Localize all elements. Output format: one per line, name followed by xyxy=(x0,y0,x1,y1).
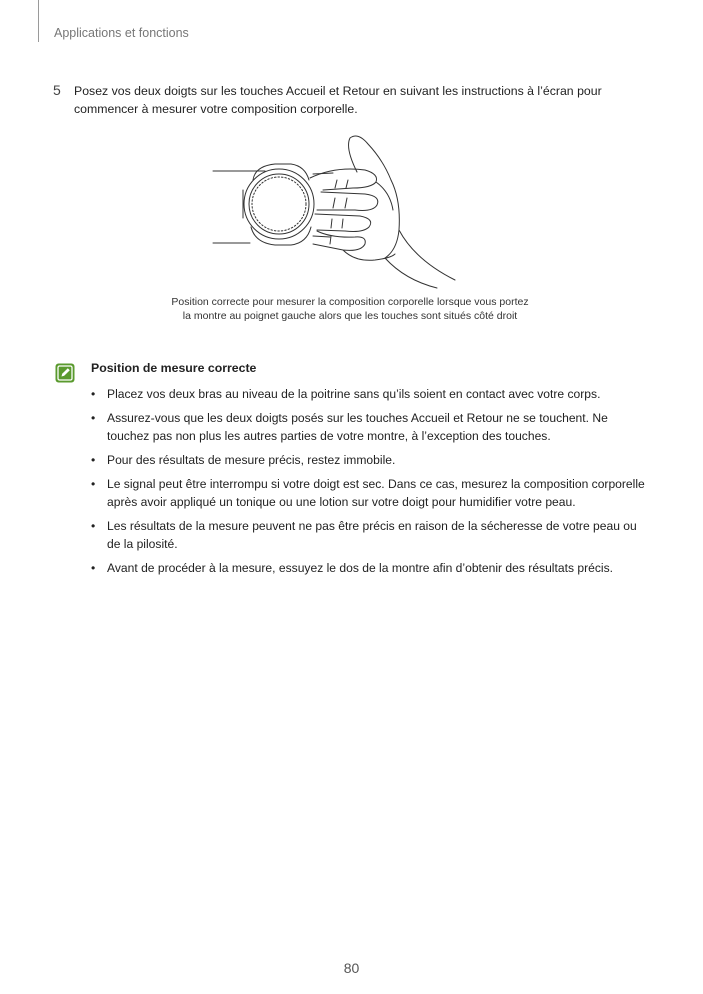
step-text: Posez vos deux doigts sur les touches Accueil et Retour en suivant les instructions à l’écran pour commencer à mesurer votre composition corporelle. xyxy=(74,84,602,116)
note-title: Position de mesure correcte xyxy=(91,361,257,375)
list-item xyxy=(91,559,647,577)
list-item xyxy=(91,475,647,511)
list-item-text: Pour des résultats de mesure précis, restez immobile. xyxy=(107,453,396,467)
step-5 xyxy=(53,82,643,118)
list-item-text: Placez vos deux bras au niveau de la poitrine sans qu’ils soient en contact avec votre corps. xyxy=(107,387,601,401)
list-item xyxy=(91,451,647,469)
bullet: • xyxy=(91,561,96,575)
list-item-text: Le signal peut être interrompu si votre doigt est sec. Dans ce cas, mesurez la composition corporelle après avoir appliqué un tonique ou une lotion sur votre doigt pour humidifier votre peau. xyxy=(107,477,645,509)
list-item xyxy=(91,517,647,553)
bullet: • xyxy=(91,411,96,425)
watch-measurement-illustration xyxy=(205,130,505,300)
bullet: • xyxy=(91,453,96,467)
step-number: 5 xyxy=(53,82,61,98)
bullet: • xyxy=(91,387,96,401)
caption-line-2: la montre au poignet gauche alors que les touches sont situés côté droit xyxy=(182,309,518,322)
section-title: Applications et fonctions xyxy=(54,26,189,40)
caption-line-1: Position correcte pour mesurer la composition corporelle lorsque vous portez xyxy=(171,296,529,308)
list-item-text: Avant de procéder à la mesure, essuyez le dos de la montre afin d’obtenir des résultats précis. xyxy=(107,561,613,575)
note-pencil-icon xyxy=(55,363,75,383)
bullet: • xyxy=(91,519,96,533)
list-item-text: Les résultats de la mesure peuvent ne pas être précis en raison de la sécheresse de votre peau ou de la pilosité. xyxy=(107,519,637,551)
header-rule xyxy=(38,0,39,42)
bullet: • xyxy=(91,477,96,491)
list-item xyxy=(91,409,647,445)
list-item-text: Assurez-vous que les deux doigts posés sur les touches Accueil et Retour ne se touchent. Ne touchez pas non plus les autres parties de votre montre, à l’exception des touches. xyxy=(107,411,608,443)
note-list xyxy=(91,385,647,583)
figure-caption xyxy=(140,296,560,323)
list-item xyxy=(91,385,647,403)
page-number: 80 xyxy=(343,960,360,976)
